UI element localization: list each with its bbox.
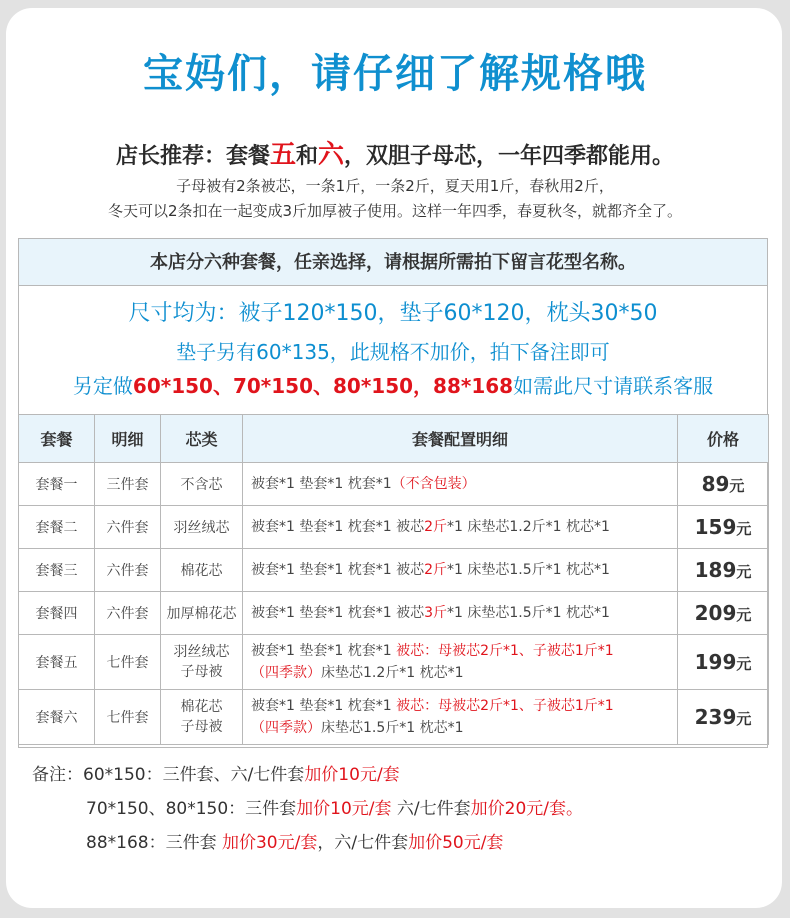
package-price [678, 506, 769, 549]
note-surcharge: 加价10元/套 [296, 799, 392, 819]
detail-season: （四季款） [251, 720, 321, 736]
core-line-2: 子母被 [180, 719, 223, 735]
package-price [678, 635, 769, 690]
detail-highlight: 被芯：母被芯2斤*1、子被芯1斤*1 [396, 643, 614, 659]
table-row [19, 635, 769, 690]
recommend-and: 和 [295, 144, 318, 169]
note-line-1 [32, 764, 583, 798]
note-text-rest: ，六/七件套 [317, 833, 409, 853]
package-pieces: 六件套 [95, 549, 161, 592]
description-line-1: 子母被有2条被芯，一条1斤，一条2斤，夏天用1斤，春秋用2斤， [176, 177, 614, 195]
price-value: 89 [701, 472, 730, 496]
package-price [678, 592, 769, 635]
price-value: 189 [694, 558, 737, 582]
package-name: 套餐一 [19, 463, 95, 506]
note-surcharge: 加价30元/套 [221, 833, 318, 853]
detail-highlight: 被芯：母被芯2斤*1、子被芯1斤*1 [396, 698, 614, 714]
recommend-prefix: 店长推荐：套餐 [115, 144, 270, 169]
note-surcharge-2: 加价50元/套 [408, 833, 504, 853]
header-package: 套餐 [19, 415, 95, 463]
description-line-2: 冬天可以2条扣在一起变成3斤加厚被子使用。这样一年四季，春夏秋冬，就都齐全了。 [107, 202, 683, 220]
size-line-3 [18, 370, 768, 399]
detail-highlight: 3斤 [424, 605, 447, 621]
note-surcharge: 加价10元/套 [304, 765, 400, 785]
price-value: 209 [694, 601, 737, 625]
package-detail [243, 506, 678, 549]
recommend-package-five: 五 [269, 140, 296, 170]
detail-text-rest: *1 床垫芯1.2斤*1 枕芯*1 [447, 519, 610, 535]
size-line-2: 垫子另有60*135，此规格不加价，拍下备注即可 [176, 340, 610, 364]
announcement-bar: 本店分六种套餐，任亲选择，请根据所需拍下留言花型名称。 [18, 238, 768, 286]
package-price [678, 463, 769, 506]
recommend-package-six: 六 [318, 140, 345, 170]
package-detail [243, 690, 678, 745]
detail-highlight: 2斤 [424, 519, 447, 535]
package-core: 羽丝绒芯 [161, 506, 243, 549]
package-price [678, 690, 769, 745]
detail-highlight: 2斤 [424, 562, 447, 578]
recommendation-line [0, 134, 790, 171]
note-text: 70*150、80*150：三件套 [86, 799, 297, 819]
package-core: 不含芯 [161, 463, 243, 506]
detail-text: 被套*1 垫套*1 枕套*1 [251, 698, 397, 714]
header-price: 价格 [678, 415, 769, 463]
package-core [161, 635, 243, 690]
price-unit: 元 [736, 710, 752, 728]
package-table [18, 414, 769, 745]
package-detail [243, 463, 678, 506]
package-pieces: 七件套 [95, 690, 161, 745]
price-unit: 元 [729, 477, 745, 495]
detail-text: 被套*1 垫套*1 枕套*1 被芯 [251, 605, 425, 621]
package-name: 套餐四 [19, 592, 95, 635]
custom-size-prefix: 另定做 [72, 374, 133, 398]
note-text-rest: 六/七件套 [391, 799, 471, 819]
table-row [19, 506, 769, 549]
header-pieces: 明细 [95, 415, 161, 463]
note-text: 88*168：三件套 [86, 833, 222, 853]
price-unit: 元 [736, 655, 752, 673]
price-value: 199 [694, 650, 737, 674]
detail-text: 被套*1 垫套*1 枕套*1 被芯 [251, 562, 425, 578]
package-price [678, 549, 769, 592]
package-pieces: 六件套 [95, 506, 161, 549]
price-unit: 元 [736, 563, 752, 581]
core-line-1: 羽丝绒芯 [173, 644, 230, 660]
package-pieces: 六件套 [95, 592, 161, 635]
package-name: 套餐五 [19, 635, 95, 690]
package-name: 套餐三 [19, 549, 95, 592]
price-value: 159 [694, 515, 737, 539]
core-line-1: 棉花芯 [180, 699, 223, 715]
detail-text: 被套*1 垫套*1 枕套*1 [251, 476, 392, 492]
notes-block [32, 764, 583, 866]
detail-text: 被套*1 垫套*1 枕套*1 被芯 [251, 519, 425, 535]
package-name: 套餐六 [19, 690, 95, 745]
note-line-2 [32, 798, 583, 832]
header-detail: 套餐配置明细 [243, 415, 678, 463]
package-pieces: 三件套 [95, 463, 161, 506]
note-surcharge-2: 加价20元/套。 [470, 799, 584, 819]
detail-text-rest: 床垫芯1.5斤*1 枕芯*1 [321, 720, 464, 736]
notes-label: 备注： [32, 765, 83, 785]
detail-highlight: （不含包装） [391, 476, 476, 492]
price-value: 239 [694, 705, 737, 729]
table-header-row [19, 415, 769, 463]
table-row [19, 463, 769, 506]
package-detail [243, 592, 678, 635]
table-row [19, 690, 769, 745]
custom-size-suffix: 如需此尺寸请联系客服 [513, 374, 714, 398]
recommend-suffix: ，双胆子母芯，一年四季都能用。 [344, 144, 675, 169]
size-line-1: 尺寸均为：被子120*150，垫子60*120，枕头30*50 [128, 301, 658, 326]
package-detail [243, 635, 678, 690]
detail-text-rest: *1 床垫芯1.5斤*1 枕芯*1 [447, 605, 610, 621]
header-core: 芯类 [161, 415, 243, 463]
package-name: 套餐二 [19, 506, 95, 549]
detail-text-rest: 床垫芯1.2斤*1 枕芯*1 [321, 665, 464, 681]
package-core: 棉花芯 [161, 549, 243, 592]
detail-text: 被套*1 垫套*1 枕套*1 [251, 643, 397, 659]
detail-season: （四季款） [251, 665, 321, 681]
table-row [19, 592, 769, 635]
note-line-3 [32, 832, 583, 866]
core-line-2: 子母被 [180, 664, 223, 680]
package-pieces: 七件套 [95, 635, 161, 690]
price-unit: 元 [736, 606, 752, 624]
package-core [161, 690, 243, 745]
custom-size-list: 60*150、70*150、80*150，88*168 [132, 374, 514, 398]
price-unit: 元 [736, 520, 752, 538]
detail-text-rest: *1 床垫芯1.5斤*1 枕芯*1 [447, 562, 610, 578]
table-row [19, 549, 769, 592]
headline: 宝妈们，请仔细了解规格哦 [143, 51, 647, 97]
package-detail [243, 549, 678, 592]
note-text: 60*150：三件套、六/七件套 [83, 765, 305, 785]
package-core: 加厚棉花芯 [161, 592, 243, 635]
